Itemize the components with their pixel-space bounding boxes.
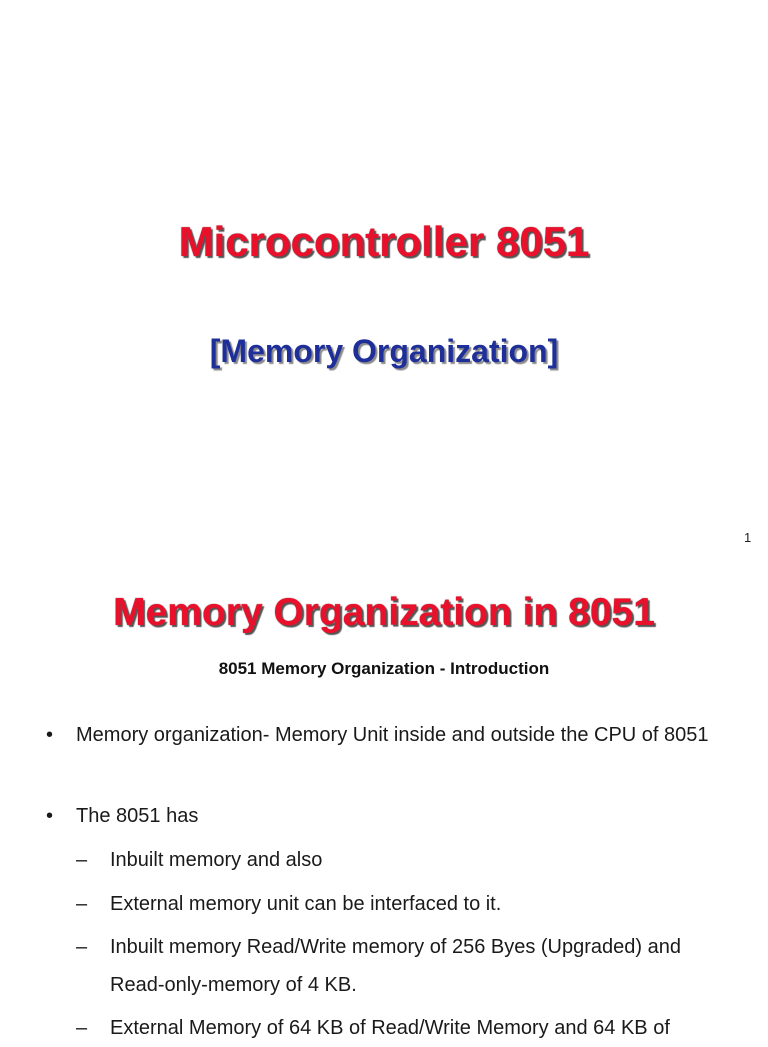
dash-marker: –	[76, 849, 88, 871]
bullet-text: Memory organization- Memory Unit inside and outside the CPU of 8051	[76, 724, 709, 746]
slide-title: Memory Organization in 8051	[113, 591, 655, 634]
dash-marker: –	[76, 893, 88, 915]
sub-bullet-item	[76, 928, 740, 1004]
sub-bullet-text: Inbuilt memory Read/Write memory of 256 Byes (Upgraded) and Read-only-memory of 4 KB.	[110, 936, 681, 996]
sub-bullet-text: Inbuilt memory and also	[110, 849, 323, 871]
dash-marker: –	[76, 936, 88, 958]
bullet-marker: •	[46, 805, 54, 827]
sub-bullet-text: External memory unit can be interfaced to it.	[110, 893, 502, 915]
sub-bullet-item	[76, 885, 740, 923]
page-number: 1	[744, 530, 752, 545]
slide-title: Microcontroller 8051	[178, 218, 590, 265]
bullet-text: The 8051 has	[76, 805, 199, 827]
bullet-marker: •	[46, 724, 54, 746]
sub-bullet-item	[76, 1009, 740, 1047]
section-heading: 8051 Memory Organization - Introduction	[218, 659, 550, 678]
bullet-item	[46, 797, 736, 835]
content-slide	[0, 560, 768, 1039]
sub-bullet-text: External Memory of 64 KB of Read/Write Memory and 64 KB of	[110, 1017, 670, 1039]
bullet-item	[46, 716, 736, 754]
sub-bullet-item	[76, 841, 740, 879]
slide-subtitle: [Memory Organization]	[209, 333, 559, 369]
dash-marker: –	[76, 1017, 88, 1039]
